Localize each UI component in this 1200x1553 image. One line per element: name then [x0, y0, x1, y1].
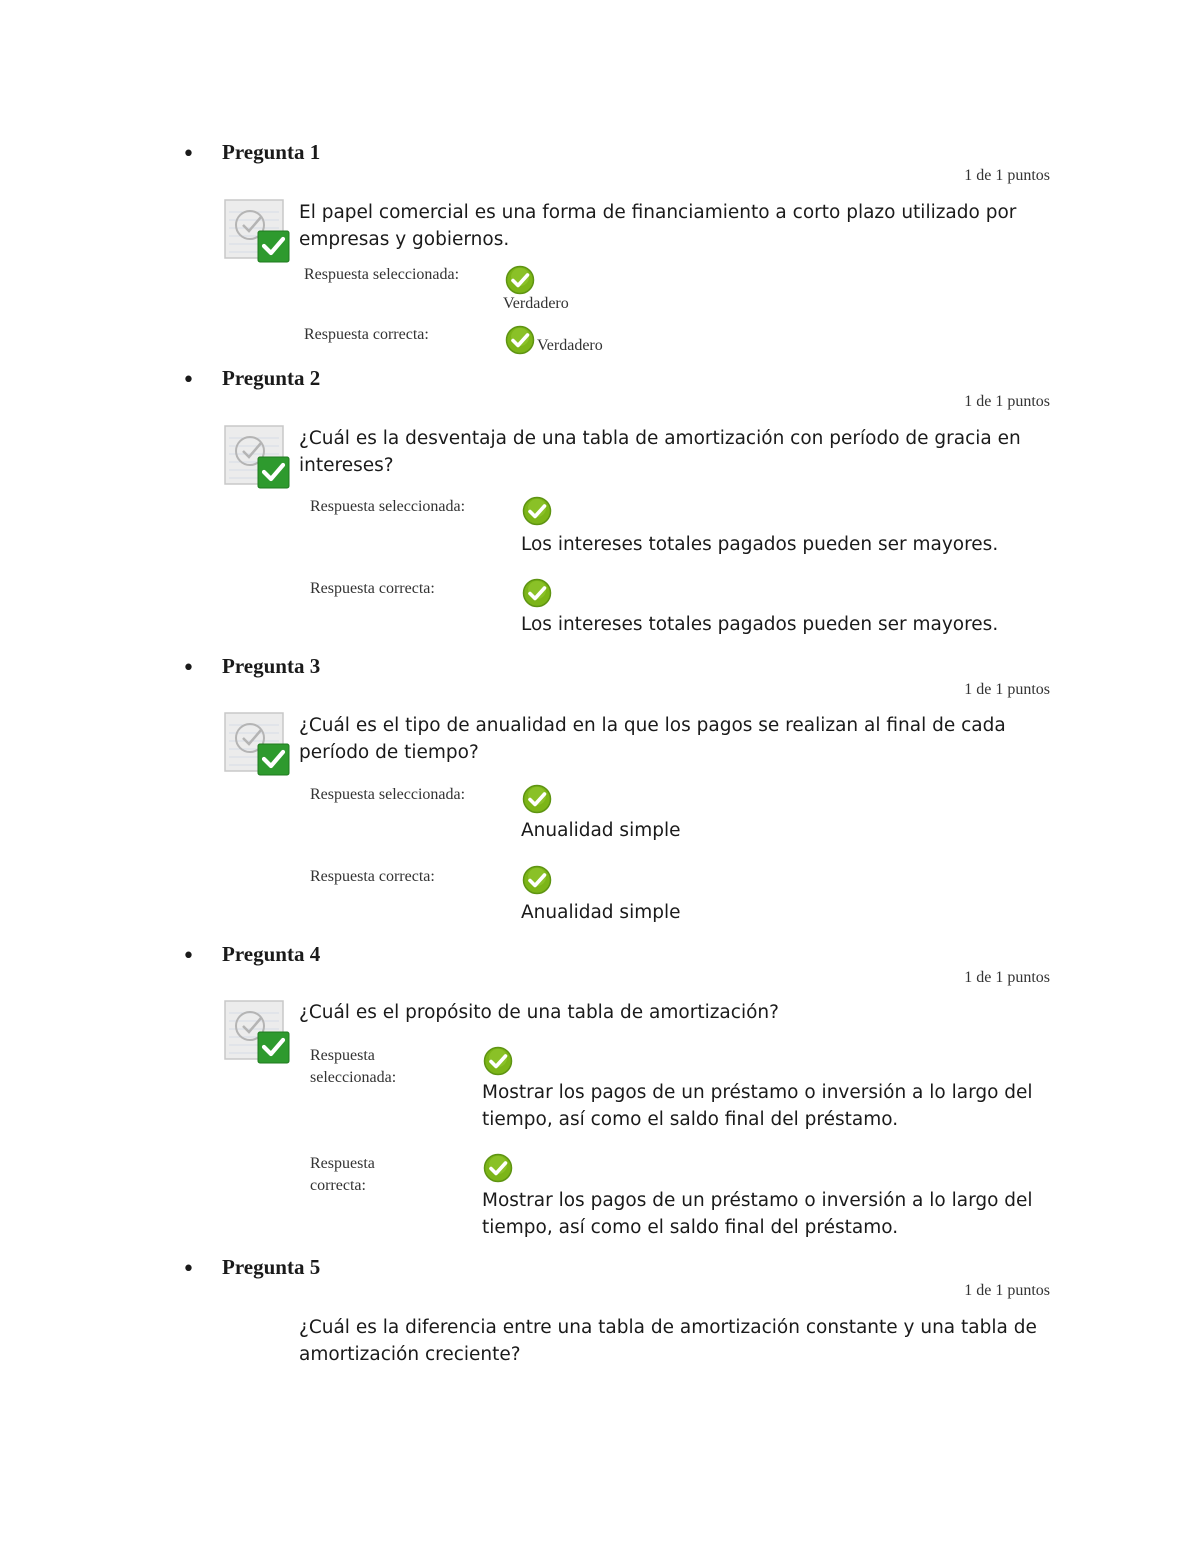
correct-answer-value: Anualidad simple	[521, 902, 681, 923]
correct-check-icon	[522, 865, 552, 895]
question-text: ¿Cuál es el propósito de una tabla de amortización?	[299, 1002, 779, 1023]
question-points: 1 de 1 puntos	[964, 393, 1050, 410]
question-text: ¿Cuál es la diferencia entre una tabla de amortización constante y una tabla de amortización creciente?	[299, 1317, 1037, 1365]
selected-answer-label: Respuesta seleccionada:	[310, 1047, 397, 1086]
correct-answer-value: Verdadero	[537, 337, 603, 354]
bullet-icon: •	[182, 142, 195, 167]
bullet-icon: •	[182, 1257, 195, 1282]
selected-answer-value: Los intereses totales pagados pueden ser mayores.	[521, 534, 999, 555]
question-title: Pregunta 3	[222, 654, 321, 678]
question-text: ¿Cuál es el tipo de anualidad en la que los pagos se realizan al final de cada período de tiempo?	[299, 715, 1006, 763]
bullet-icon: •	[182, 656, 195, 681]
bullet-icon: •	[182, 944, 195, 969]
question-title: Pregunta 2	[222, 366, 321, 390]
selected-answer-value: Verdadero	[503, 295, 569, 312]
question-points: 1 de 1 puntos	[964, 1282, 1050, 1299]
question-text: El papel comercial es una forma de financiamiento a corto plazo utilizado por empresas y gobiernos.	[299, 202, 1017, 250]
selected-answer-value: Anualidad simple	[521, 820, 681, 841]
correct-answer-label: Respuesta correcta:	[310, 580, 435, 597]
question-title: Pregunta 5	[222, 1255, 321, 1279]
bullet-icon: •	[182, 368, 195, 393]
correct-answer-value: Mostrar los pagos de un préstamo o inversión a lo largo del tiempo, así como el saldo final del préstamo.	[482, 1190, 1033, 1238]
selected-answer-value: Mostrar los pagos de un préstamo o inversión a lo largo del tiempo, así como el saldo final del préstamo.	[482, 1082, 1033, 1130]
correct-check-icon	[522, 496, 552, 526]
question-title: Pregunta 1	[222, 140, 321, 164]
correct-check-icon	[483, 1153, 513, 1183]
correct-answer-label: Respuesta correcta:	[310, 868, 435, 885]
question-points: 1 de 1 puntos	[964, 969, 1050, 986]
selected-answer-label: Respuesta seleccionada:	[310, 498, 466, 515]
correct-check-icon	[505, 265, 535, 295]
correct-check-icon	[505, 325, 535, 355]
selected-answer-label: Respuesta seleccionada:	[304, 266, 460, 283]
question-correct-icon	[223, 198, 291, 264]
question-correct-icon	[223, 711, 291, 777]
question-text: ¿Cuál es la desventaja de una tabla de amortización con período de gracia en intereses?	[299, 428, 1021, 476]
correct-answer-label: Respuesta correcta:	[310, 1155, 375, 1194]
correct-answer-label: Respuesta correcta:	[304, 326, 429, 343]
question-title: Pregunta 4	[222, 942, 321, 966]
question-points: 1 de 1 puntos	[964, 681, 1050, 698]
selected-answer-label: Respuesta seleccionada:	[310, 786, 466, 803]
correct-answer-value: Los intereses totales pagados pueden ser mayores.	[521, 614, 999, 635]
question-correct-icon	[223, 999, 291, 1065]
correct-check-icon	[522, 578, 552, 608]
question-points: 1 de 1 puntos	[964, 167, 1050, 184]
correct-check-icon	[483, 1046, 513, 1076]
question-correct-icon	[223, 424, 291, 490]
correct-check-icon	[522, 784, 552, 814]
